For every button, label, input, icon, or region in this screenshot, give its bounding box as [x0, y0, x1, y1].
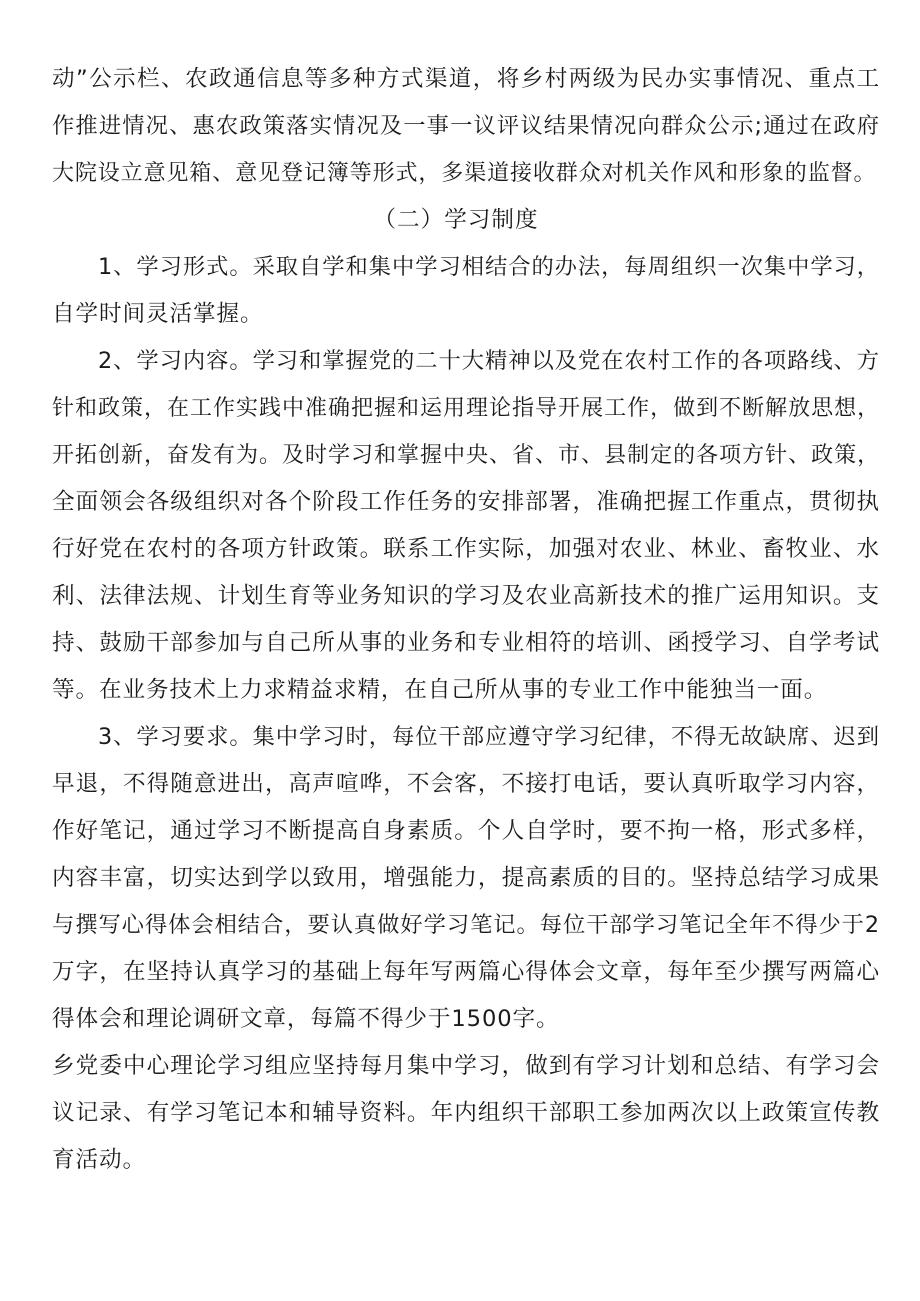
paragraph-continuation	[52, 56, 880, 197]
text-line: 得体会和理论调研文章，每篇不得少于1500字。	[52, 1006, 560, 1032]
text-line: 全面领会各级组织对各个阶段工作任务的安排部署，准确把握工作重点，贯彻执	[52, 489, 880, 515]
text-line: 持、鼓励干部参加与自己所从事的业务和专业相符的培训、函授学习、自学考试	[52, 630, 880, 656]
text-line: 1、学习形式。采取自学和集中学习相结合的办法，每周组织一次集中学习，	[98, 254, 880, 280]
text-line: 内容丰富，切实达到学以致用，增强能力，提高素质的目的。坚持总结学习成果	[52, 865, 880, 891]
text-line: 早退，不得随意进出，高声喧哗，不会客，不接打电话，要认真听取学习内容，	[52, 771, 880, 797]
text-line: 作好笔记，通过学习不断提高自身素质。个人自学时，要不拘一格，形式多样，	[52, 818, 880, 844]
paragraph-closing	[52, 1043, 880, 1184]
text-line: 育活动。	[52, 1147, 146, 1173]
text-line: 3、学习要求。集中学习时，每位干部应遵守学习纪律，不得无故缺席、迟到	[98, 724, 880, 750]
paragraph-item-3	[52, 714, 880, 1043]
text-line: 作推进情况、惠农政策落实情况及一事一议评议结果情况向群众公示;通过在政府	[52, 113, 880, 139]
text-line: 自学时间灵活掌握。	[52, 301, 264, 327]
text-line: 开拓创新，奋发有为。及时学习和掌握中央、省、市、县制定的各项方针、政策，	[52, 443, 880, 468]
text-line: 大院设立意见箱、意见登记簿等形式，多渠道接收群众对机关作风和形象的监督。	[52, 161, 877, 186]
text-line: 乡党委中心理论学习组应坚持每月集中学习，做到有学习计划和总结、有学习会	[52, 1053, 880, 1079]
text-line: 议记录、有学习笔记本和辅导资料。年内组织干部职工参加两次以上政策宣传教	[52, 1100, 880, 1126]
section-heading: （二）学习制度	[373, 207, 539, 233]
text-line: 2、学习内容。学习和掌握党的二十大精神以及党在农村工作的各项路线、方	[98, 348, 880, 374]
text-line: 动”公示栏、农政通信息等多种方式渠道，将乡村两级为民办实事情况、重点工	[52, 66, 880, 92]
text-line: 万字，在坚持认真学习的基础上每年写两篇心得体会文章，每年至少撰写两篇心	[52, 959, 880, 985]
paragraph-item-2	[52, 338, 880, 714]
text-line: 与撰写心得体会相结合，要认真做好学习笔记。每位干部学习笔记全年不得少于2	[52, 912, 880, 938]
text-line: 行好党在农村的各项方针政策。联系工作实际，加强对农业、林业、畜牧业、水	[52, 536, 880, 562]
paragraph-item-1	[52, 244, 880, 338]
document-page	[52, 56, 880, 1184]
text-line: 针和政策，在工作实践中准确把握和运用理论指导开展工作，做到不断解放思想，	[52, 396, 880, 421]
text-line: 利、法律法规、计划生育等业务知识的学习及农业高新技术的推广运用知识。支	[52, 583, 880, 609]
text-line: 等。在业务技术上力求精益求精，在自己所从事的专业工作中能独当一面。	[52, 677, 828, 703]
